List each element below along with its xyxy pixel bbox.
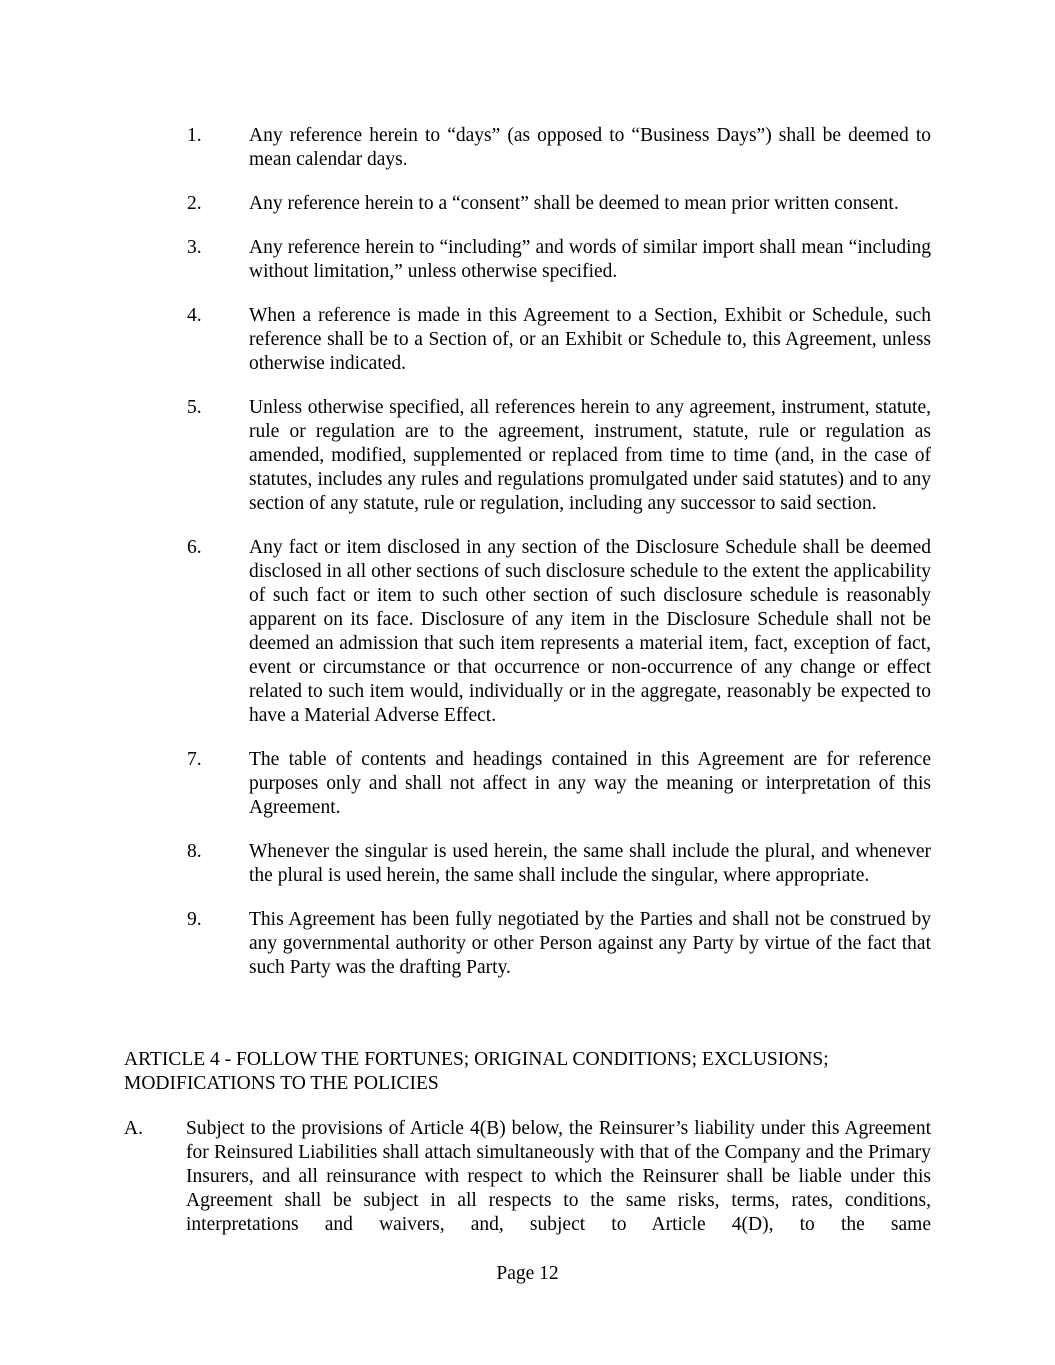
list-item-number: 1.	[187, 125, 202, 146]
section-a-text: Subject to the provisions of Article 4(B) below, the Reinsurer’s liability under this Agreement for Reinsured Liabilities shall attach simultaneously with that of the Company and the Primary Insurers, and all reinsurance with respect to which the Reinsurer shall be liable under this Agreement shall be subject in all respects to the same risks, terms, rates, conditions, interpretations and waivers, and, subject to Article 4(D), to the same	[186, 1118, 931, 1235]
list-item	[187, 236, 931, 284]
list-item-number: 8.	[187, 841, 202, 862]
list-item-number: 3.	[187, 237, 202, 258]
list-item	[187, 840, 931, 888]
list-item-number: 4.	[187, 305, 202, 326]
article-heading	[124, 1048, 931, 1096]
list-item-number: 9.	[187, 909, 202, 930]
list-item-text: The table of contents and headings contained in this Agreement are for reference purposes only and shall not affect in any way the meaning or interpretation of this Agreement.	[249, 749, 931, 818]
list-item	[187, 908, 931, 980]
list-item	[187, 192, 931, 216]
list-item-text: Any reference herein to “including” and words of similar import shall mean “including without limitation,” unless otherwise specified.	[249, 237, 931, 282]
list-item-text: Any fact or item disclosed in any section of the Disclosure Schedule shall be deemed disclosed in all other sections of such disclosure schedule to the extent the applicability of such fact or item to such other section of such disclosure schedule is reasonably apparent on its face. Disclosure of any item in the Disclosure Schedule shall not be deemed an admission that such item represents a material item, fact, exception of fact, event or circumstance or that occurrence or non-occurrence of any change or effect related to such item would, individually or in the aggregate, reasonably be expected to have a Material Adverse Effect.	[249, 537, 931, 726]
list-item-text: Whenever the singular is used herein, the same shall include the plural, and whenever the plural is used herein, the same shall include the singular, where appropriate.	[249, 841, 931, 886]
list-item	[187, 536, 931, 728]
list-item-number: 6.	[187, 537, 202, 558]
list-item-text: This Agreement has been fully negotiated by the Parties and shall not be construed by any governmental authority or other Person against any Party by virtue of the fact that such Party was the drafting Party.	[249, 909, 931, 978]
list-item-text: Unless otherwise specified, all references herein to any agreement, instrument, statute, rule or regulation are to the agreement, instrument, statute, rule or regulation as amended, modified, supplemented or replaced from time to time (and, in the case of statutes, includes any rules and regulations promulgated under said statutes) and to any section of any statute, rule or regulation, including any successor to said section.	[249, 397, 931, 514]
list-item-text: When a reference is made in this Agreement to a Section, Exhibit or Schedule, such reference shall be to a Section of, or an Exhibit or Schedule to, this Agreement, unless otherwise indicated.	[249, 305, 931, 374]
definitions-list	[187, 124, 931, 1000]
list-item	[187, 304, 931, 376]
list-item-number: 7.	[187, 749, 202, 770]
list-item	[187, 124, 931, 172]
list-item	[187, 748, 931, 820]
list-item	[187, 396, 931, 516]
list-item-number: 5.	[187, 397, 202, 418]
article-heading-line-2: MODIFICATIONS TO THE POLICIES	[124, 1073, 439, 1094]
article-heading-line-1: ARTICLE 4 - FOLLOW THE FORTUNES; ORIGINAL CONDITIONS; EXCLUSIONS;	[124, 1049, 829, 1070]
list-item-text: Any reference herein to “days” (as opposed to “Business Days”) shall be deemed to mean calendar days.	[249, 125, 931, 170]
page-number: Page 12	[496, 1263, 559, 1284]
section-a-label: A.	[124, 1118, 143, 1139]
list-item-number: 2.	[187, 193, 202, 214]
section-a	[124, 1117, 931, 1237]
list-item-text: Any reference herein to a “consent” shall be deemed to mean prior written consent.	[249, 193, 899, 214]
